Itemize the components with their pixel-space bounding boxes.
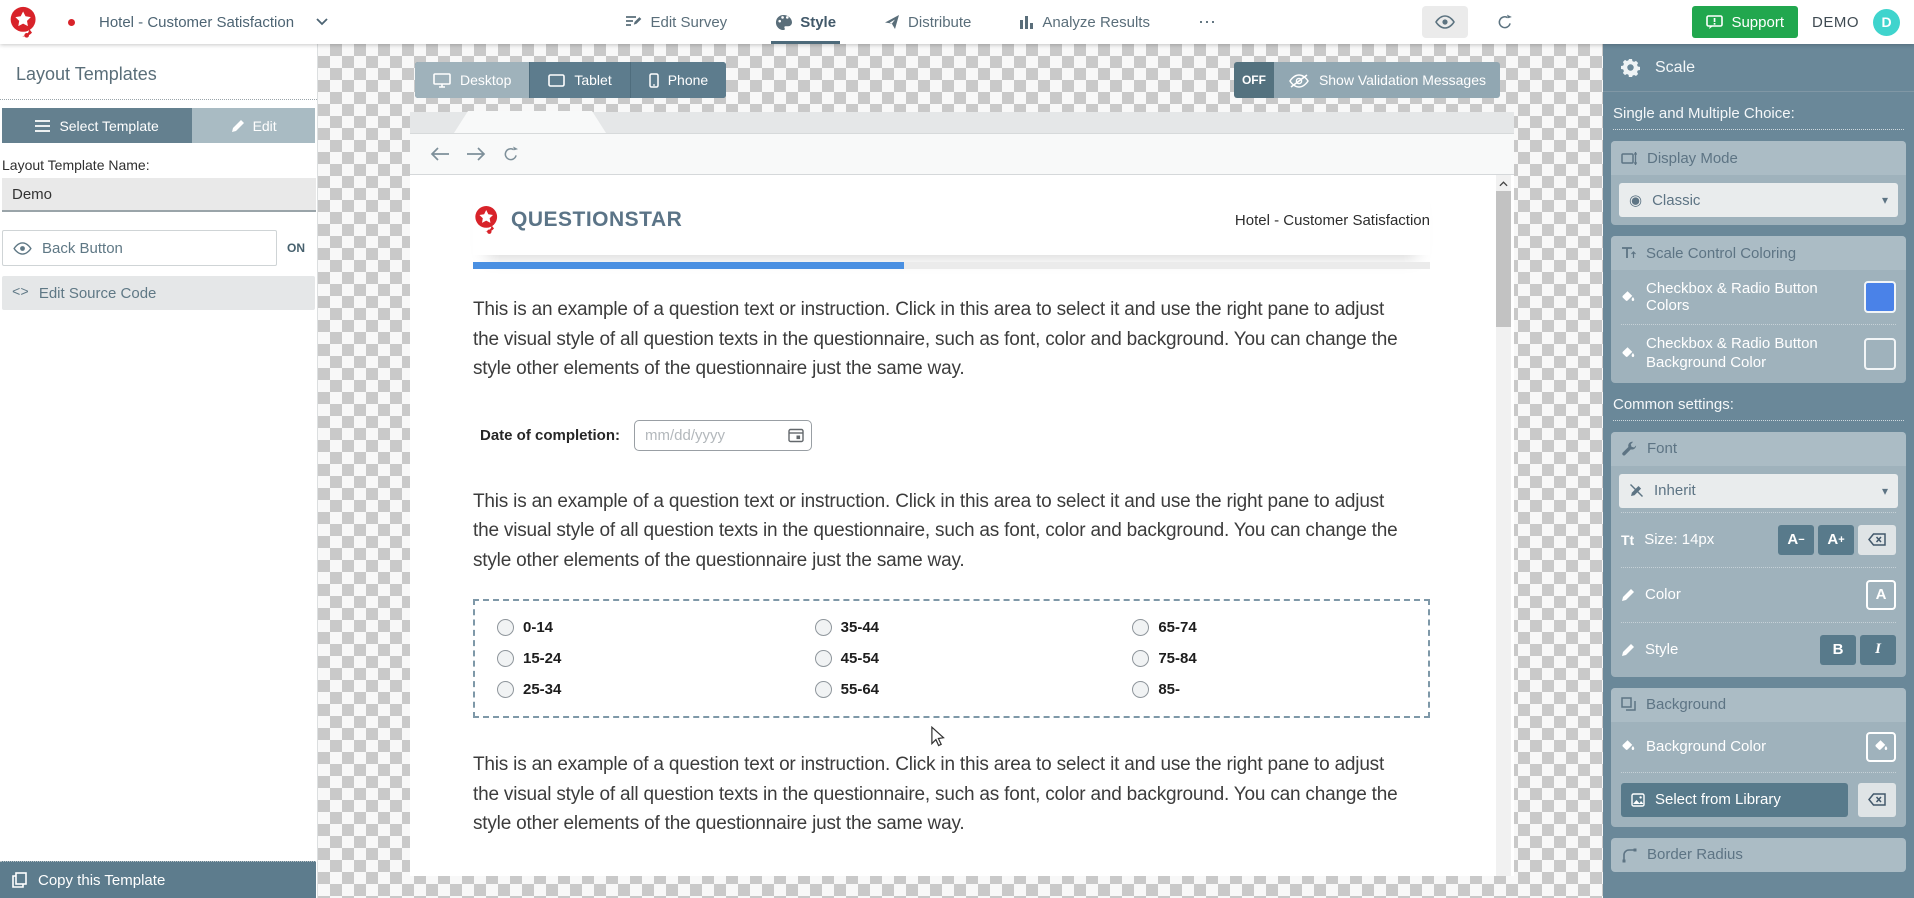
pencil-icon — [231, 119, 245, 133]
font-color-button[interactable]: A — [1866, 580, 1896, 610]
back-arrow-icon[interactable] — [430, 147, 450, 161]
pen-slash-icon — [1629, 483, 1644, 498]
radio-icon[interactable] — [815, 681, 832, 698]
section-single-multiple: Single and Multiple Choice: — [1613, 105, 1904, 130]
device-tablet-button[interactable]: Tablet — [529, 62, 629, 98]
panel-header — [1603, 44, 1914, 92]
question-text-2[interactable]: This is an example of a question text or instruction. Click in this area to select it and use the right pane to adjust the visual style of all question texts in the questionnaire, such as font, color and background. You can change the style other elements of the questionnaire just the same way. — [473, 490, 1398, 571]
select-template-button[interactable]: Select Template — [2, 108, 192, 143]
age-option[interactable]: 0-14 — [475, 619, 793, 636]
font-size-row: Tt Size: 14px A − A + — [1611, 513, 1906, 567]
style-settings-panel — [1603, 44, 1914, 898]
background-header[interactable]: Background — [1611, 688, 1906, 722]
account-label[interactable]: DEMO — [1812, 13, 1859, 31]
date-label: Date of completion: — [480, 426, 621, 444]
radio-color-swatch[interactable] — [1864, 281, 1896, 313]
divider — [0, 99, 317, 100]
radio-icon[interactable] — [815, 619, 832, 636]
preview-canvas — [318, 44, 1603, 898]
background-card — [1611, 688, 1906, 827]
wrench-icon — [1621, 441, 1637, 457]
font-size-decrease-button[interactable]: A − — [1778, 525, 1814, 555]
italic-button[interactable]: I — [1860, 635, 1896, 665]
display-mode-card — [1611, 141, 1906, 225]
nav-distribute[interactable]: Distribute — [884, 0, 971, 44]
edit-source-code-button[interactable]: <> Edit Source Code — [2, 276, 315, 310]
radio-bg-color-swatch[interactable] — [1864, 338, 1896, 370]
desktop-icon — [433, 73, 451, 88]
questionstar-brand-icon — [473, 205, 501, 235]
validation-off-badge[interactable]: OFF — [1234, 62, 1274, 98]
border-radius-header[interactable]: Border Radius — [1611, 838, 1906, 872]
scrollbar-thumb[interactable] — [1496, 191, 1511, 327]
scroll-up-arrow[interactable] — [1496, 175, 1511, 192]
font-card — [1611, 432, 1906, 677]
eye-icon — [13, 242, 32, 255]
support-button[interactable]: Support — [1692, 6, 1798, 38]
paint-bucket-icon — [1874, 739, 1889, 754]
survey-header — [473, 175, 1430, 255]
age-option[interactable]: 25-34 — [475, 681, 793, 698]
top-bar — [0, 0, 1914, 44]
age-option[interactable]: 35-44 — [793, 619, 1111, 636]
device-switcher — [415, 62, 726, 98]
font-color-row: Color A — [1611, 568, 1906, 622]
age-option[interactable]: 75-84 — [1110, 650, 1428, 667]
image-icon — [1631, 793, 1645, 807]
back-button-toggle-row[interactable]: Back Button — [2, 230, 277, 266]
select-from-library-button[interactable]: Select from Library — [1621, 783, 1848, 817]
question-text-1[interactable]: This is an example of a question text or instruction. Click in this area to select it and use the right pane to adjust the visual style of all question texts in the questionnaire, such as font, color and background. You can change the style other elements of the questionnaire just the same way. — [473, 299, 1398, 379]
gear-icon — [1621, 58, 1640, 77]
main-nav — [420, 0, 1422, 44]
radio-icon[interactable] — [1132, 650, 1149, 667]
copy-icon — [12, 872, 27, 888]
library-row — [1611, 773, 1906, 827]
analyze-chart-icon — [1019, 15, 1034, 30]
scale-coloring-card — [1611, 236, 1906, 383]
caret-down-icon: ▾ — [1881, 193, 1888, 207]
age-options-group — [473, 599, 1430, 718]
radio-icon[interactable] — [497, 681, 514, 698]
browser-tabstrip — [410, 112, 1514, 134]
pencil-icon — [1621, 643, 1635, 657]
display-mode-select[interactable]: ◉ Classic ▾ — [1619, 183, 1898, 217]
bold-button[interactable]: B — [1820, 635, 1856, 665]
preview-scrollbar[interactable] — [1496, 175, 1511, 876]
tablet-icon — [548, 74, 565, 87]
calendar-icon[interactable] — [788, 427, 804, 443]
backspace-icon — [1868, 533, 1886, 546]
nav-more-icon[interactable]: ⋯ — [1197, 11, 1217, 32]
survey-name[interactable]: Hotel - Customer Satisfaction — [99, 13, 295, 31]
avatar[interactable]: D — [1873, 9, 1900, 36]
questionstar-logo-icon[interactable] — [8, 6, 40, 38]
age-option[interactable]: 15-24 — [475, 650, 793, 667]
progress-bar — [473, 262, 1430, 269]
nav-style[interactable]: Style — [775, 0, 836, 44]
nav-edit-survey[interactable]: Edit Survey — [625, 0, 727, 44]
browser-tab[interactable] — [454, 111, 606, 133]
eye-slash-icon — [1288, 73, 1309, 88]
paint-bucket-icon — [1621, 290, 1636, 305]
eye-icon — [1435, 15, 1455, 29]
age-option[interactable]: 45-54 — [793, 650, 1111, 667]
checkbox-radio-bg-row: Checkbox & Radio Button Background Color — [1611, 325, 1906, 383]
sidebar-title: Layout Templates — [16, 64, 157, 84]
display-mode-header[interactable]: Display Mode — [1611, 141, 1906, 175]
age-option[interactable]: 55-64 — [793, 681, 1111, 698]
paint-bucket-icon — [1621, 346, 1636, 361]
background-color-row: Background Color — [1611, 722, 1906, 772]
distribute-send-icon — [884, 14, 900, 30]
survey-preview-title: Hotel - Customer Satisfaction — [1234, 211, 1430, 229]
browser-toolbar — [410, 134, 1514, 175]
refresh-button[interactable] — [1482, 6, 1528, 38]
radio-icon[interactable] — [1132, 619, 1149, 636]
survey-preview-content — [410, 175, 1514, 876]
font-style-row: Style B I — [1611, 623, 1906, 677]
style-palette-icon — [775, 14, 792, 31]
radio-icon[interactable] — [497, 619, 514, 636]
section-common-settings: Common settings: — [1613, 396, 1904, 421]
radio-icon[interactable] — [1132, 681, 1149, 698]
font-family-select[interactable]: Inherit ▾ — [1619, 474, 1898, 508]
display-mode-icon — [1621, 152, 1637, 165]
font-size-increase-button[interactable]: A + — [1818, 525, 1854, 555]
age-option[interactable]: 85- — [1110, 681, 1428, 698]
edit-template-button[interactable]: Edit — [192, 108, 315, 143]
panel-title: Scale — [1655, 58, 1696, 76]
chevron-down-icon[interactable] — [316, 18, 328, 26]
question-text-3[interactable]: This is an example of a question text or instruction. Click in this area to select it and use the right pane to adjust the visual style of all question texts in the questionnaire, such as font, color and background. You can change the style other elements of the questionnaire just the same way. — [473, 754, 1398, 834]
list-icon — [35, 120, 50, 132]
mouse-cursor — [930, 726, 946, 748]
radio-classic-icon: ◉ — [1629, 192, 1643, 209]
font-size-clear-button[interactable] — [1858, 525, 1896, 555]
background-color-button[interactable] — [1866, 732, 1896, 762]
font-header[interactable]: Font — [1611, 432, 1906, 466]
edit-survey-icon — [625, 15, 642, 30]
device-desktop-button[interactable]: Desktop — [415, 62, 529, 98]
progress-bar-fill — [473, 262, 904, 269]
forward-arrow-icon[interactable] — [466, 147, 486, 161]
back-button-on-toggle[interactable]: ON — [287, 241, 305, 255]
layers-icon — [1621, 697, 1636, 712]
brand-name: QUESTIONSTAR — [511, 208, 683, 231]
library-clear-button[interactable] — [1858, 783, 1896, 817]
copy-template-button[interactable]: Copy this Template — [0, 861, 316, 898]
template-name-label: Layout Template Name: — [2, 157, 150, 173]
scale-coloring-header[interactable]: Scale Control Coloring — [1611, 236, 1906, 270]
date-input[interactable] — [634, 420, 812, 451]
layout-templates-sidebar — [0, 44, 318, 898]
caret-down-icon: ▾ — [1881, 483, 1888, 498]
refresh-icon — [1496, 13, 1514, 31]
date-question-row — [473, 420, 1430, 451]
nav-analyze-results[interactable]: Analyze Results — [1019, 0, 1150, 44]
border-radius-icon — [1621, 847, 1637, 863]
survey-brand — [473, 205, 682, 235]
backspace-icon — [1868, 793, 1886, 806]
validation-toggle — [1234, 62, 1500, 98]
reload-icon[interactable] — [502, 145, 520, 163]
checkbox-radio-colors-row: Checkbox & Radio Button Colors — [1611, 270, 1906, 324]
paint-bucket-icon — [1621, 739, 1636, 754]
code-icon: <> — [12, 285, 29, 301]
border-radius-card — [1611, 838, 1906, 872]
support-chat-icon — [1706, 15, 1723, 30]
preview-eye-button[interactable] — [1422, 6, 1468, 38]
age-option[interactable]: 65-74 — [1110, 619, 1428, 636]
device-phone-button[interactable]: Phone — [630, 62, 726, 98]
pencil-icon — [1621, 588, 1635, 602]
phone-icon — [649, 73, 659, 88]
show-validation-button[interactable]: Show Validation Messages — [1274, 62, 1500, 98]
text-size-icon: Tt — [1621, 531, 1635, 548]
browser-preview-frame — [410, 112, 1514, 877]
text-format-icon — [1621, 246, 1636, 260]
radio-icon[interactable] — [497, 650, 514, 667]
radio-icon[interactable] — [815, 650, 832, 667]
template-name-input[interactable] — [2, 178, 316, 212]
status-dot — [68, 19, 75, 26]
